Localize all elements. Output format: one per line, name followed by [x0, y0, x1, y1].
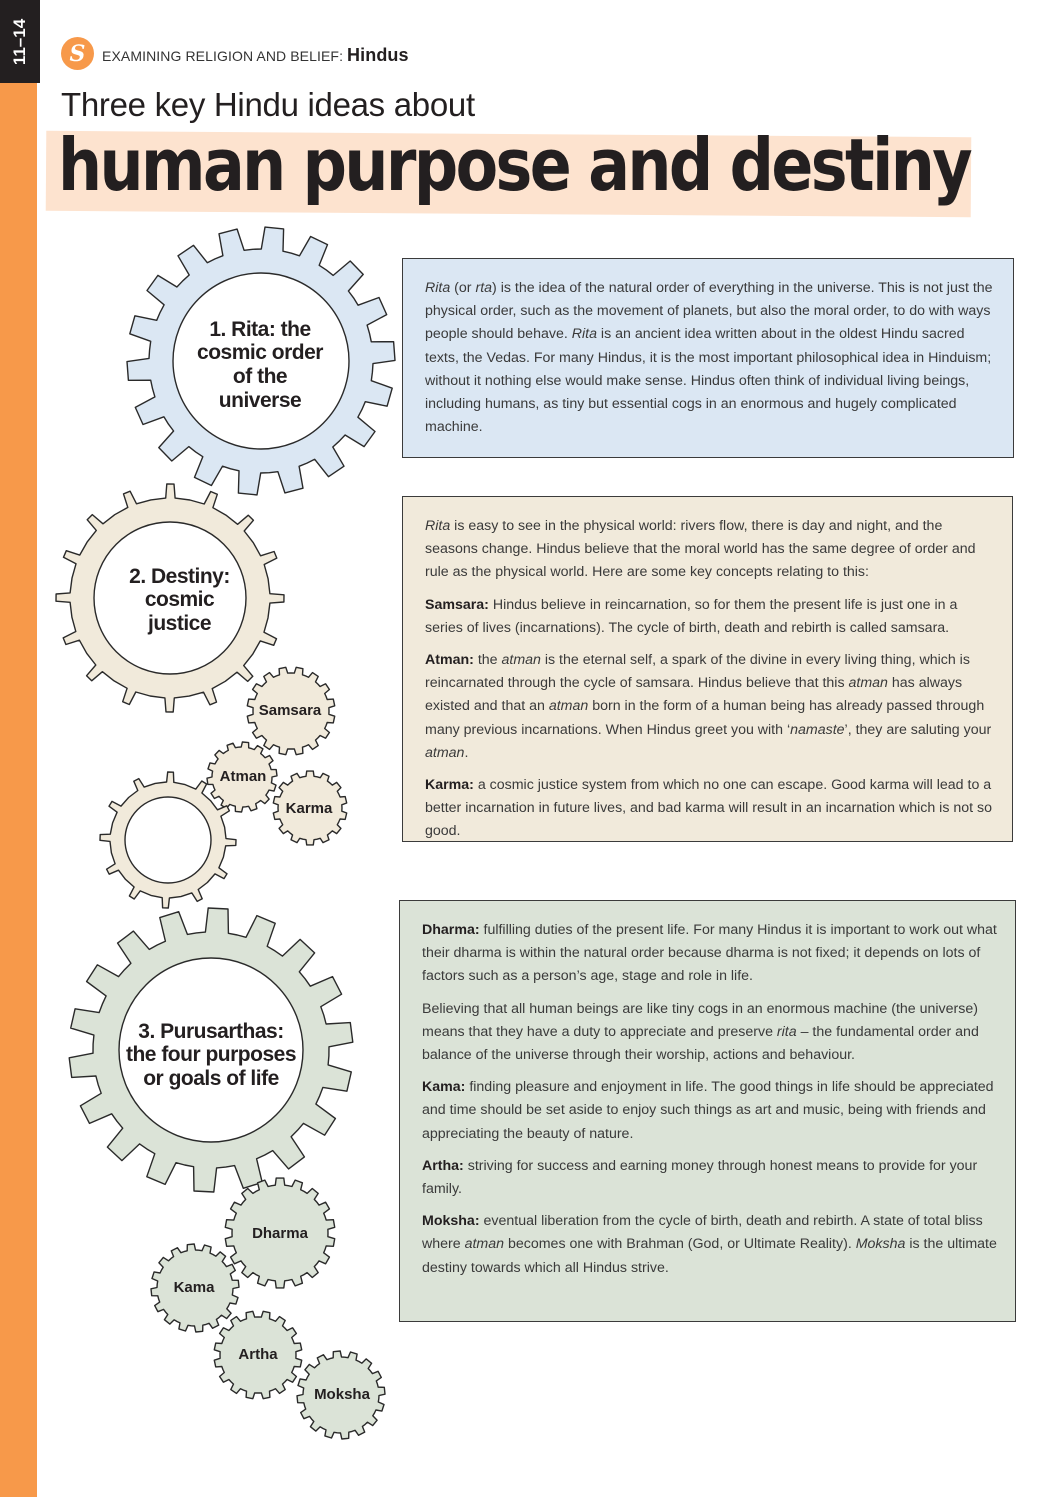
samsara-term: Samsara:	[425, 596, 489, 613]
gear-label-karma: Karma	[285, 799, 333, 817]
gear-label-moksha: Moksha	[314, 1385, 370, 1403]
dharma-entry: Dharma: fulfilling duties of the present life. For many Hindus it is important to work out what their dharma is within the natural order because dharma is not fixed; it depends on lots of factors such as a person’s age, stage and role in life.	[422, 922, 997, 985]
page-headline: human purpose and destiny	[58, 123, 971, 207]
gear-label-destiny: 2. Destiny: cosmic justice	[129, 564, 230, 635]
artha-entry: Artha: striving for success and earning money through honest means to provide for your family.	[422, 1157, 978, 1198]
karma-term: Karma:	[425, 777, 474, 794]
gear-label-artha: Artha	[238, 1345, 278, 1363]
artha-term: Artha:	[422, 1157, 464, 1174]
empty-gear-hole	[125, 797, 211, 883]
dharma-term: Dharma:	[422, 922, 480, 938]
gears-illustration	[0, 0, 420, 1497]
rita-panel	[402, 258, 1014, 458]
kama-term: Kama:	[422, 1079, 466, 1096]
destiny-intro: Rita is easy to see in the physical world: rivers flow, there is day and night, and the seasons change. Hindus believe that the moral world has the same degree of order and rule as the physical world. Here are some key concepts relating to this:	[425, 518, 976, 581]
gear-label-rita: 1. Rita: the cosmic order of the universe	[197, 317, 323, 412]
destiny-panel	[402, 496, 1013, 842]
series-topic: Hindus	[347, 45, 409, 65]
series-prefix: EXAMINING RELIGION AND BELIEF:	[102, 48, 348, 64]
cogs-paragraph: Believing that all human beings are like tiny cogs in an enormous machine (the universe) means that they have a duty to appreciate and preserve rita – the fundamental order and balance of the universe through their worship, actions and behaviour.	[422, 1000, 979, 1064]
moksha-term: Moksha:	[422, 1213, 480, 1230]
atman-term: Atman:	[425, 652, 474, 669]
gear-label-kama: Kama	[173, 1278, 215, 1296]
age-range-text: 11–14	[10, 18, 29, 66]
atman-entry: Atman: the atman is the eternal self, a spark of the divine in every living thing, which is reincarnated through the cycle of samsara. Hindus believe that this atman has always existed and that an atman born in the form of a human being has already passed through many previous incarnations. When Hindus greet you with ‘namaste’, they are saluting your atman.	[425, 652, 992, 761]
karma-entry: Karma: a cosmic justice system from which no one can escape. Good karma will lead to a better incarnation in future lives, and bad karma will result in an incarnation which is not so good.	[425, 777, 993, 840]
samsara-entry: Samsara: Hindus believe in reincarnation, so for them the present life is just one in a series of lives (incarnations). The cycle of birth, death and rebirth is called samsara.	[425, 596, 958, 636]
kama-entry: Kama: finding pleasure and enjoyment in life. The good things in life should be appreciated and time should be set aside to enjoy such things as art and music, being with friends and appreciating the beauty of nature.	[422, 1079, 994, 1142]
gear-label-atman: Atman	[219, 767, 267, 785]
logo-letter: S	[69, 40, 86, 67]
page-kicker: Three key Hindu ideas about	[61, 86, 475, 123]
gear-label-dharma: Dharma	[252, 1224, 308, 1242]
rita-paragraph: Rita (or rta) is the idea of the natural order of everything in the universe. This is not just the physical order, such as the movement of planets, but also the moral order, to do with ways people should behave. Rita is an ancient idea written about in the oldest Hindu sacred texts, the Vedas. For many Hindus, it is the most important philosophical idea in Hinduism; without it nothing else would make sense. Hindus often think of individual living beings, including humans, as tiny but essential cogs in an enormous and hugely complicated machine.	[425, 280, 993, 436]
moksha-entry: Moksha: eventual liberation from the cycle of birth, death and rebirth. A state of total bliss where atman becomes one with Brahman (God, or Ultimate Reality). Moksha is the ultimate destiny towards which all Hindus strive.	[422, 1213, 997, 1276]
gear-label-purusarthas: 3. Purusarthas: the four purposes or goals of life	[125, 1019, 296, 1090]
gear-label-samsara: Samsara	[258, 701, 322, 719]
purusarthas-panel	[399, 900, 1016, 1322]
